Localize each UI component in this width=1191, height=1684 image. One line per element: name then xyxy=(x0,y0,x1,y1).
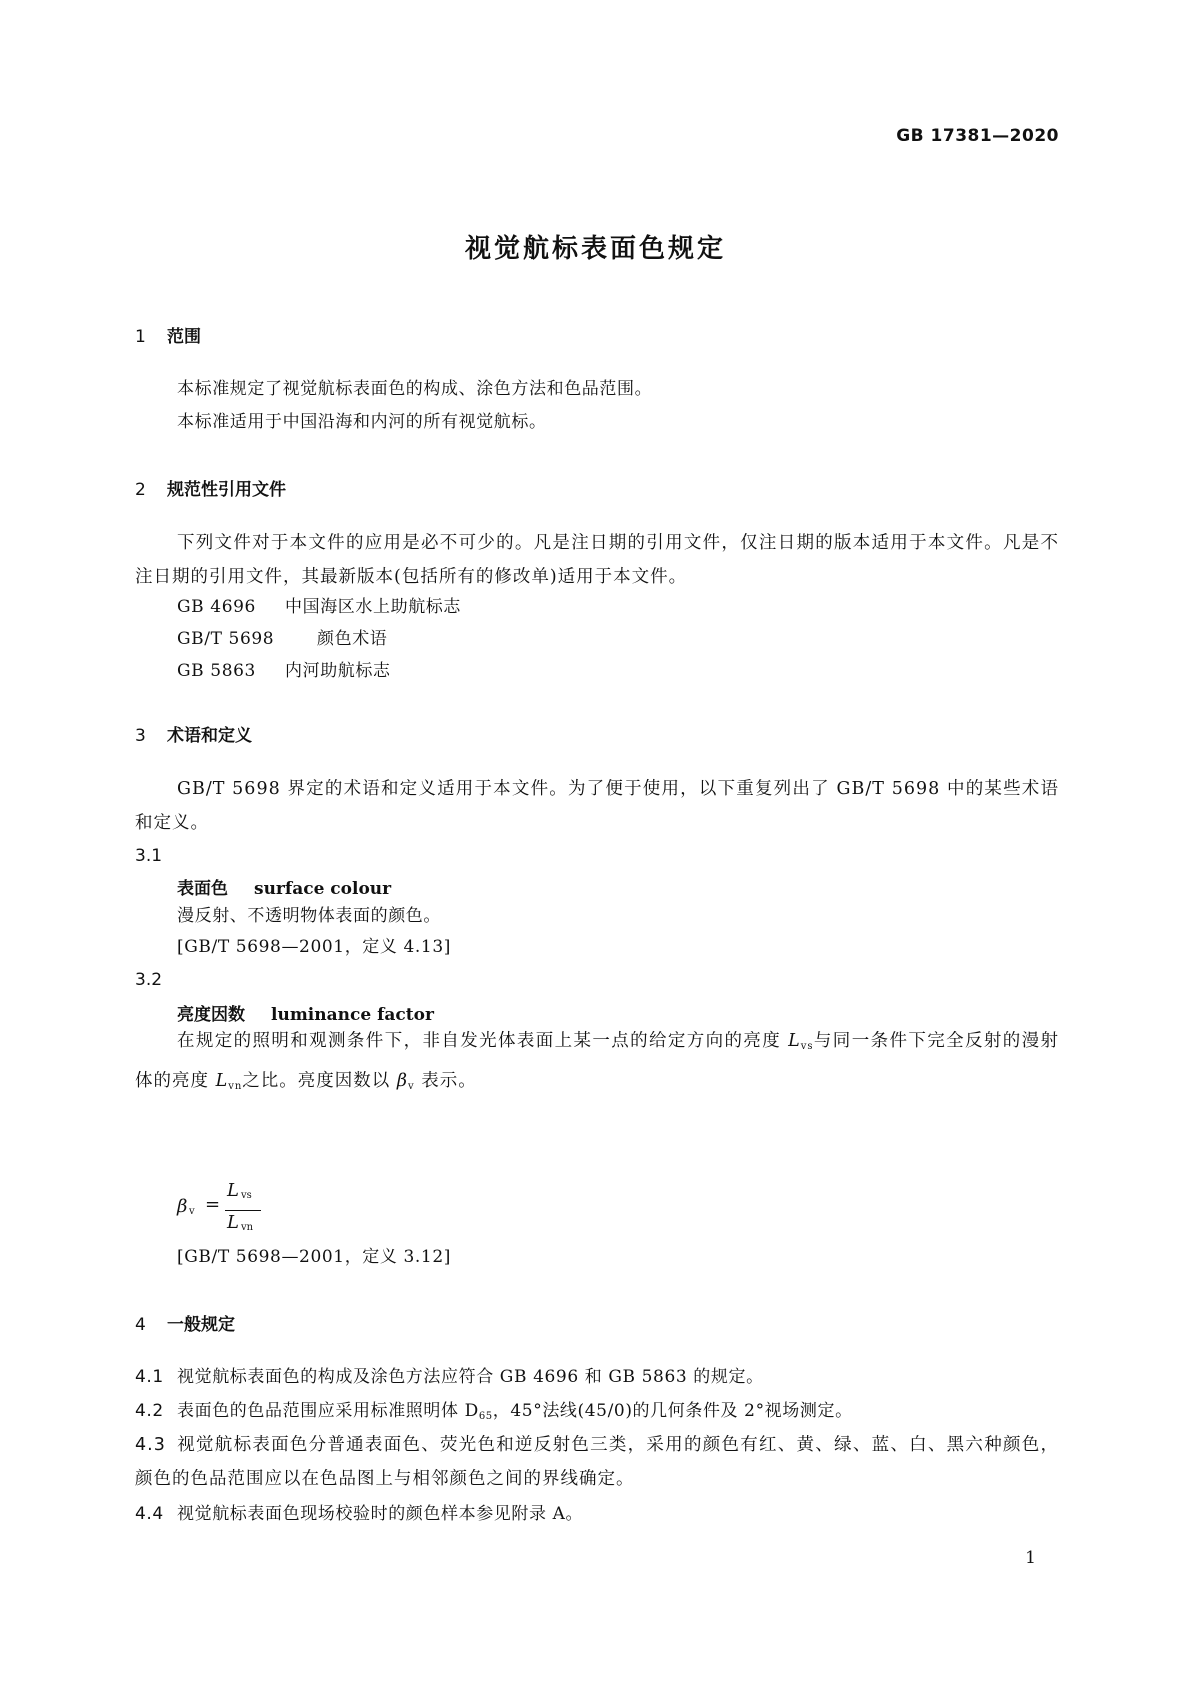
scope-paragraph-2: 本标准适用于中国沿海和内河的所有视觉航标。 xyxy=(177,412,547,432)
clause-4-2: 4.2 表面色的色品范围应采用标准照明体 $D_{65}$，45°法线(45/0)的几何条件及 2°视场测定。 xyxy=(135,1394,853,1434)
clause-text: 视觉航标表面色分普通表面色、荧光色和逆反射色三类，采用的颜色有红、黄、绿、蓝、白、黑六种颜色，颜色的色品范围应以在色品图上与相邻颜色之间的界线确定。 xyxy=(135,1435,1059,1489)
clause-text: 视觉航标表面色的构成及涂色方法应符合 GB 4696 和 GB 5863 的规定。 xyxy=(177,1367,764,1387)
reference-code: GB 5863 xyxy=(177,661,256,681)
term-chinese: 表面色 xyxy=(177,879,228,899)
normative-references-intro: 下列文件对于本文件的应用是必不可少的。凡是注日期的引用文件，仅注日期的版本适用于本文件。凡是不注日期的引用文件，其最新版本(包括所有的修改单)适用于本文件。 xyxy=(135,533,1059,587)
reference-name: 颜色术语 xyxy=(317,629,388,649)
section-title: 术语和定义 xyxy=(167,726,252,746)
clause-number: 4.1 xyxy=(135,1367,164,1387)
reference-item xyxy=(177,654,391,688)
section-number: 4 xyxy=(135,1315,146,1335)
term-chinese: 亮度因数 xyxy=(177,1005,245,1025)
term-heading xyxy=(177,1000,434,1025)
term-source: [GB/T 5698—2001，定义 4.13] xyxy=(177,937,451,957)
term-number: 3.2 xyxy=(135,970,163,990)
clause-number: 4.4 xyxy=(135,1504,164,1524)
reference-item xyxy=(177,622,387,656)
scope-paragraph-1: 本标准规定了视觉航标表面色的构成、涂色方法和色品范围。 xyxy=(177,379,653,399)
document-title: 视觉航标表面色规定 xyxy=(464,234,726,264)
term-english: surface colour xyxy=(254,879,392,899)
section-3-heading xyxy=(135,721,252,746)
section-number: 3 xyxy=(135,726,146,746)
page-number: 1 xyxy=(1025,1548,1036,1568)
reference-name: 中国海区水上助航标志 xyxy=(285,597,461,617)
section-number: 1 xyxy=(135,327,146,347)
section-title: 规范性引用文件 xyxy=(167,480,286,500)
term-number: 3.1 xyxy=(135,846,163,866)
clause-4-4 xyxy=(135,1497,583,1531)
term-definition: 漫反射、不透明物体表面的颜色。 xyxy=(177,906,441,926)
clause-number: 4.3 xyxy=(135,1435,166,1455)
clause-number: 4.2 xyxy=(135,1401,164,1421)
reference-item xyxy=(177,590,461,624)
section-4-heading xyxy=(135,1310,235,1335)
section-number: 2 xyxy=(135,480,146,500)
term-source: [GB/T 5698—2001，定义 3.12] xyxy=(177,1247,451,1267)
reference-code: GB 4696 xyxy=(177,597,256,617)
term-definition: 在规定的照明和观测条件下，非自发光体表面上某一点的给定方向的亮度 $L_{vs}$与同一条件下完全反射的漫射体的亮度 $L_{vn}$之比。亮度因数以 $\beta_v$ 表示。 xyxy=(135,1031,1060,1092)
section-2-heading xyxy=(135,475,286,500)
standard-number: GB 17381—2020 xyxy=(896,126,1059,146)
terms-intro: GB/T 5698 界定的术语和定义适用于本文件。为了便于使用，以下重复列出了 GB/T 5698 中的某些术语和定义。 xyxy=(135,779,1059,833)
section-title: 范围 xyxy=(167,327,201,347)
section-title: 一般规定 xyxy=(167,1315,235,1335)
reference-code: GB/T 5698 xyxy=(177,629,275,649)
clause-4-1 xyxy=(135,1360,764,1394)
term-heading xyxy=(177,874,391,899)
section-1-heading xyxy=(135,322,201,347)
reference-name: 内河助航标志 xyxy=(285,661,391,681)
clause-4-3 xyxy=(135,1428,1059,1496)
clause-text: 视觉航标表面色现场校验时的颜色样本参见附录 A。 xyxy=(177,1504,584,1524)
term-english: luminance factor xyxy=(271,1005,434,1025)
